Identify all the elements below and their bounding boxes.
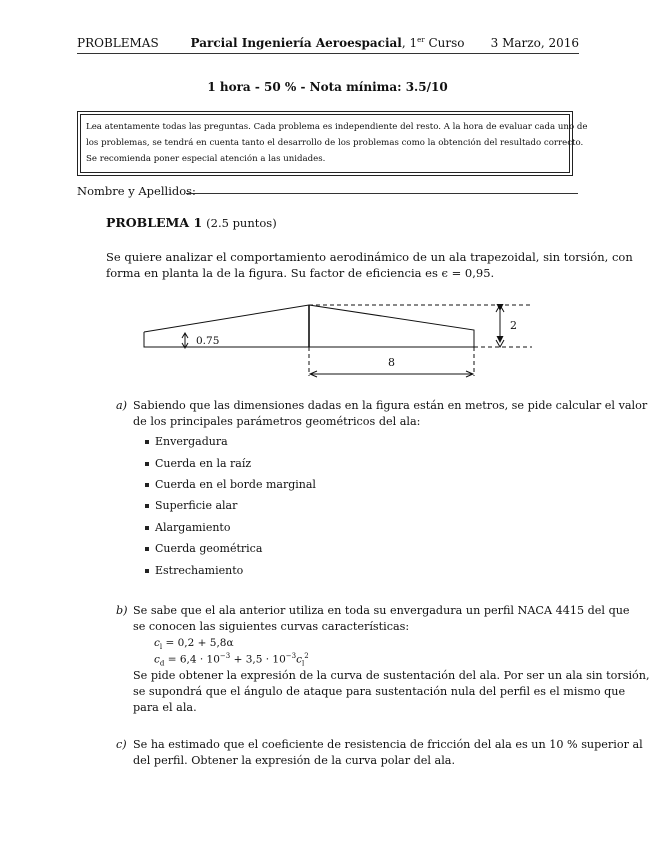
bullet-icon	[145, 483, 149, 487]
bullet-text: Alargamiento	[155, 521, 231, 534]
bullet-icon	[145, 462, 149, 466]
item-b-label: b)	[116, 604, 128, 617]
bullet-text: Cuerda en la raíz	[155, 457, 252, 470]
instructions-line-2: los problemas, se tendrá en cuenta tanto el desarrollo de los problemas como la obtención del resultado correcto.	[86, 138, 584, 148]
bullet-text: Estrechamiento	[155, 564, 244, 577]
bullet-text: Envergadura	[155, 435, 228, 448]
item-a-text	[133, 398, 648, 430]
dim-2-label: 2	[510, 319, 517, 332]
item-a-line-1: Sabiendo que las dimensiones dadas en la figura están en metros, se pide calcular el valor	[133, 399, 648, 412]
dim-8-label: 8	[388, 356, 395, 369]
item-c-line-2: del perfil. Obtener la expresión de la curva polar del ala.	[133, 754, 456, 767]
eq2-c: c	[296, 653, 303, 666]
bullet-text: Cuerda en el borde marginal	[155, 478, 316, 491]
eq1-sub: l	[159, 643, 163, 652]
instructions-line-3: Se recomienda poner especial atención a las unidades.	[86, 154, 326, 164]
exam-subtitle: 1 hora - 50 % - Nota mínima: 3.5/10	[207, 80, 448, 94]
item-a-line-2: de los principales parámetros geométricos del ala:	[133, 415, 421, 428]
wing-planform-figure	[130, 296, 550, 386]
dim-075-label: 0.75	[196, 335, 220, 347]
item-c-label: c)	[116, 738, 127, 751]
item-b-line-4: se supondrá que el ángulo de ataque para sustentación nula del perfil es el mismo que	[133, 685, 626, 698]
item-b-text	[133, 603, 630, 635]
name-field-line[interactable]	[186, 193, 578, 194]
header-course-sup: er	[417, 36, 425, 44]
item-b-question	[133, 668, 650, 716]
equation-cl	[154, 637, 234, 651]
instructions-line-1: Lea atentamente todas las preguntas. Cada problema es independiente del resto. A la hora de evaluar cada uno de	[86, 122, 588, 132]
eq2-c-sub: l	[302, 659, 305, 668]
item-b-line-2: se conocen las siguientes curvas características:	[133, 620, 410, 633]
eq2-lhs: c	[154, 653, 160, 666]
item-b-line-3: Se pide obtener la expresión de la curva de sustentación del ala. Por ser un ala sin torsión,	[133, 669, 650, 682]
bullet-icon	[145, 569, 149, 573]
eq2-exp-a: −3	[219, 652, 231, 660]
eq2-exp-b: −3	[285, 652, 297, 660]
problem-number: PROBLEMA 1	[106, 215, 203, 230]
item-c-line-1: Se ha estimado que el coeficiente de resistencia de fricción del ala es un 10 % superior al	[133, 738, 643, 751]
bullet-icon	[145, 504, 149, 508]
equation-cd	[154, 652, 309, 668]
item-c-text	[133, 737, 643, 769]
bullet-icon	[145, 440, 149, 444]
eq2-rhs-a: = 6,4 · 10	[164, 653, 220, 666]
problem-title	[106, 215, 277, 230]
item-a-label: a)	[116, 399, 128, 412]
eq2-sub: d	[159, 659, 165, 668]
bullet-text: Superficie alar	[155, 499, 238, 512]
bullet-text: Cuerda geométrica	[155, 542, 263, 555]
problem-intro-line-1: Se quiere analizar el comportamiento aerodinámico de un ala trapezoidal, sin torsión, con	[106, 250, 633, 264]
header-left: PROBLEMAS	[77, 36, 159, 50]
problem-points: (2.5 puntos)	[206, 216, 277, 230]
eq2-c-sup: 2	[304, 652, 309, 660]
header-course-pre: , 1	[401, 36, 418, 50]
instructions-box	[77, 111, 588, 176]
eq2-rhs-b: + 3,5 · 10	[230, 653, 286, 666]
header-course-title: Parcial Ingeniería Aeroespacial	[190, 36, 402, 50]
header-rule	[77, 53, 579, 54]
header-date: 3 Marzo, 2016	[490, 36, 579, 50]
problem-intro-line-2: forma en planta la de la figura. Su factor de eficiencia es ϵ = 0,95.	[106, 266, 495, 280]
bullet-icon	[145, 547, 149, 551]
item-b-line-5: para el ala.	[133, 701, 197, 714]
problem-intro	[106, 249, 633, 281]
header-course-post: Curso	[424, 36, 465, 50]
bullet-icon	[145, 526, 149, 530]
eq1-lhs: c	[154, 637, 160, 649]
eq1-rhs: = 0,2 + 5,8α	[162, 637, 234, 649]
item-b-line-1: Se sabe que el ala anterior utiliza en toda su envergadura un perfil NACA 4415 del que	[133, 604, 630, 617]
name-label: Nombre y Apellidos:	[77, 184, 196, 198]
